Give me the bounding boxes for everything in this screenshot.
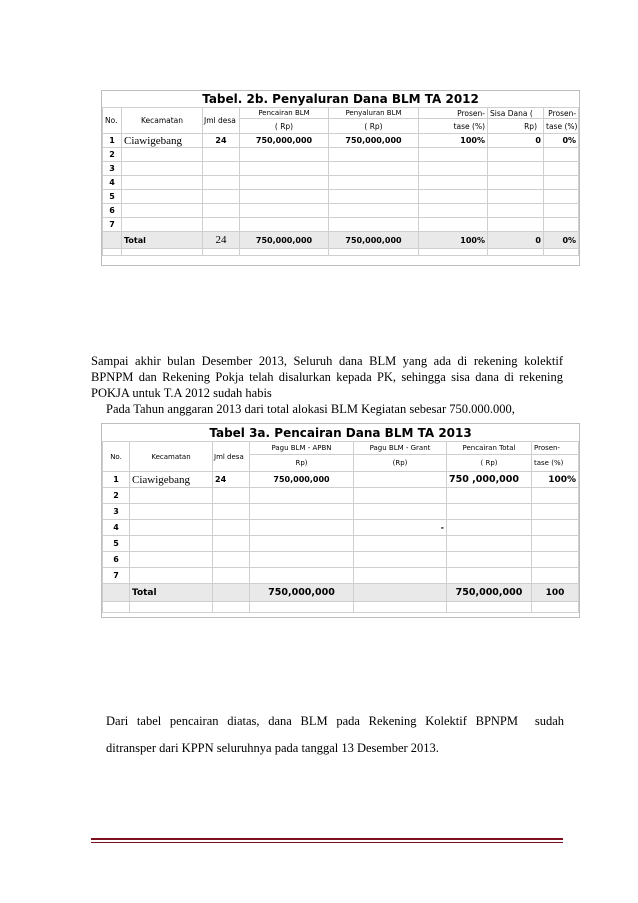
table2-row-grant (354, 472, 447, 488)
table2-row-apbn: 750,000,000 (250, 472, 354, 488)
table1-row-penyaluran: 750,000,000 (329, 134, 419, 148)
table2-row-prosentase: 100% (532, 472, 579, 488)
table1-cell (203, 218, 240, 232)
table1-spacer-row (103, 249, 579, 256)
table-pencairan-2013 (102, 424, 579, 613)
table1-cell (203, 190, 240, 204)
table1-cell (544, 190, 579, 204)
table1-cell (544, 176, 579, 190)
table1-row (103, 162, 579, 176)
table2-total-apbn: 750,000,000 (250, 584, 354, 602)
table2-row-no: 5 (103, 536, 130, 552)
table1-row-no: 6 (103, 204, 122, 218)
table1-cell (419, 190, 488, 204)
table-penyaluran-2012 (102, 91, 579, 256)
table2-cell (354, 504, 447, 520)
table1-cell (488, 249, 544, 256)
table2-cell (532, 504, 579, 520)
table2-total-pencairan-total: 750,000,000 (447, 584, 532, 602)
table2-cell (130, 488, 213, 504)
table2-cell (354, 552, 447, 568)
paragraph2-line1-end: sudah (534, 714, 564, 728)
table1-total-jml-desa: 24 (203, 232, 240, 249)
table1-header-penyaluran-unit: ( Rp) (329, 119, 419, 134)
table2-cell (532, 602, 579, 613)
table2-cell (532, 488, 579, 504)
paragraph1-line4: Pada Tahun anggaran 2013 dari total alokasi BLM Kegiatan sebesar 750.000.000, (106, 402, 515, 416)
table1-header-pencairan: Pencairan BLM (240, 108, 329, 119)
footer-rule (91, 838, 563, 840)
table2-header-grant: Pagu BLM - Grant (354, 442, 447, 455)
table2-cell (103, 602, 130, 613)
table2-cell (103, 584, 130, 602)
table2-row-kecamatan: Ciawigebang (130, 472, 213, 488)
table1-cell (488, 148, 544, 162)
table2-cell (354, 536, 447, 552)
table1-total-row (103, 232, 579, 249)
table2-row (103, 568, 579, 584)
table2-header-row (103, 442, 579, 455)
table2-cell (130, 504, 213, 520)
table2-cell (130, 568, 213, 584)
table1-header-prosentase2: Prosen- (544, 108, 579, 119)
table2-header-grant-unit: (Rp) (354, 455, 447, 472)
table1-cell (419, 148, 488, 162)
table1-cell (103, 249, 122, 256)
table1-total-prosentase2: 0% (544, 232, 579, 249)
table1-cell (329, 190, 419, 204)
paragraph2-line2: ditransper dari KPPN seluruhnya pada tanggal 13 Desember 2013. (106, 741, 439, 755)
table1-cell (203, 249, 240, 256)
paragraph2-line1 (106, 713, 564, 729)
table1-header-jml-desa: Jml desa (203, 108, 240, 134)
table2-header-pencairan-total: Pencairan Total (447, 442, 532, 455)
table2-header-kecamatan: Kecamatan (130, 442, 213, 472)
table1-row-no: 5 (103, 190, 122, 204)
table2-row-no: 4 (103, 520, 130, 536)
table2-cell (130, 520, 213, 536)
table2-header-apbn-unit: Rp) (250, 455, 354, 472)
table2-cell (213, 584, 250, 602)
table1-cell (240, 162, 329, 176)
paragraph1-line1: Sampai akhir bulan Desember 2013, Seluruh dana BLM yang ada di rekening kolektif (91, 354, 563, 368)
table1-header-penyaluran: Penyaluran BLM (329, 108, 419, 119)
table1-cell (419, 218, 488, 232)
table2-row-no: 3 (103, 504, 130, 520)
table2-cell (447, 488, 532, 504)
table1-cell (329, 162, 419, 176)
table2-header-prosentase-unit: tase (%) (532, 455, 579, 472)
table1-title: Tabel. 2b. Penyaluran Dana BLM TA 2012 (103, 91, 579, 108)
table1-row-no: 7 (103, 218, 122, 232)
table1-cell (419, 249, 488, 256)
table2-total-row (103, 584, 579, 602)
table1-row-jml-desa: 24 (203, 134, 240, 148)
table2-row-jml-desa: 24 (213, 472, 250, 488)
table1-cell (122, 176, 203, 190)
table1-cell (488, 190, 544, 204)
table1-cell (240, 148, 329, 162)
table1-cell (103, 232, 122, 249)
table2-header-prosentase: Prosen- (532, 442, 579, 455)
table1-header-prosentase-unit: tase (%) (419, 119, 488, 134)
table1-cell (544, 218, 579, 232)
table1-header-sisa-dana-unit: Rp) (488, 119, 544, 134)
table1-cell (419, 162, 488, 176)
table1-cell (203, 148, 240, 162)
table2-cell (447, 568, 532, 584)
table2-cell (250, 536, 354, 552)
table1-row (103, 176, 579, 190)
table2-cell (250, 552, 354, 568)
table1-cell (329, 218, 419, 232)
table2-cell (130, 536, 213, 552)
table2-cell (354, 602, 447, 613)
table2-cell (447, 602, 532, 613)
table2-row-grant: - (354, 520, 447, 536)
table1-cell (488, 162, 544, 176)
table2-cell (447, 536, 532, 552)
table1-cell (122, 162, 203, 176)
table1-cell (488, 176, 544, 190)
table1-cell (329, 204, 419, 218)
table1-row-prosentase2: 0% (544, 134, 579, 148)
table1-cell (203, 176, 240, 190)
table1-row-no: 3 (103, 162, 122, 176)
paragraph2-line1-text: Dari tabel pencairan diatas, dana BLM pada Rekening Kolektif BPNPM (106, 714, 518, 728)
table2-header-no: No. (103, 442, 130, 472)
paragraph1-line3: POKJA untuk T.A 2012 sudah habis (91, 386, 272, 400)
table1-header-sisa-dana: Sisa Dana ( (488, 108, 544, 119)
table1-cell (203, 162, 240, 176)
table1-row-no: 1 (103, 134, 122, 148)
table1-cell (203, 204, 240, 218)
table1-cell (122, 190, 203, 204)
table2-cell (532, 552, 579, 568)
table1-cell (240, 249, 329, 256)
table1-header-pencairan-unit: ( Rp) (240, 119, 329, 134)
table1-total-sisa: 0 (488, 232, 544, 249)
table1-row-kecamatan: Ciawigebang (122, 134, 203, 148)
table1-cell (122, 148, 203, 162)
table2-row (103, 488, 579, 504)
table1-cell (488, 218, 544, 232)
table1-header-kecamatan: Kecamatan (122, 108, 203, 134)
table2-cell (130, 602, 213, 613)
table2-cell (447, 504, 532, 520)
table1-row (103, 148, 579, 162)
table2-total-prosentase: 100 (532, 584, 579, 602)
table2-header-apbn: Pagu BLM - APBN (250, 442, 354, 455)
table1-cell (240, 176, 329, 190)
table2-title: Tabel 3a. Pencairan Dana BLM TA 2013 (103, 424, 579, 442)
table1-cell (122, 218, 203, 232)
table1-cell (544, 249, 579, 256)
table1-cell (329, 249, 419, 256)
table1-row (103, 134, 579, 148)
table1-row (103, 190, 579, 204)
table1-row-sisa: 0 (488, 134, 544, 148)
table2-cell (250, 504, 354, 520)
table2-cell (213, 552, 250, 568)
table1-cell (329, 176, 419, 190)
table2-cell (250, 520, 354, 536)
table2-cell (447, 552, 532, 568)
table1-cell (122, 249, 203, 256)
table2-spacer-row (103, 602, 579, 613)
table2-cell (213, 602, 250, 613)
table1-row (103, 218, 579, 232)
table1-row-prosentase: 100% (419, 134, 488, 148)
table1-cell (488, 204, 544, 218)
table1-row-pencairan: 750,000,000 (240, 134, 329, 148)
table1-total-label: Total (122, 232, 203, 249)
table2-header-jml-desa: Jml desa (213, 442, 250, 472)
table2-cell (213, 568, 250, 584)
table1-header-row (103, 108, 579, 119)
table2-row-pencairan-total: 750 ,000,000 (447, 472, 532, 488)
table2-cell (532, 536, 579, 552)
table1-total-prosentase: 100% (419, 232, 488, 249)
table2-cell (354, 584, 447, 602)
table1-cell (544, 162, 579, 176)
table1-header-prosentase: Prosen- (419, 108, 488, 119)
table1-cell (544, 148, 579, 162)
table1-cell (240, 218, 329, 232)
table2-cell (130, 552, 213, 568)
table2-row-no: 2 (103, 488, 130, 504)
table2-row-no: 1 (103, 472, 130, 488)
table2-cell (447, 520, 532, 536)
table1-cell (240, 204, 329, 218)
table1-row (103, 204, 579, 218)
table2-cell (250, 568, 354, 584)
table2-total-label: Total (130, 584, 213, 602)
table1-total-pencairan: 750,000,000 (240, 232, 329, 249)
table1-cell (544, 204, 579, 218)
paragraph1-line2: BPNPM dan Rekening Pokja telah disalurkan kepada PK, sehingga sisa dana di rekening (91, 370, 563, 384)
table2-row (103, 504, 579, 520)
table1-cell (329, 148, 419, 162)
table1-header-no: No. (103, 108, 122, 134)
table2-row-no: 7 (103, 568, 130, 584)
table1-row-no: 4 (103, 176, 122, 190)
table1-total-penyaluran: 750,000,000 (329, 232, 419, 249)
table2-cell (532, 520, 579, 536)
table2-cell (213, 488, 250, 504)
table1-row-no: 2 (103, 148, 122, 162)
table2-row (103, 520, 579, 536)
table2-cell (213, 520, 250, 536)
table1-header-prosentase2-unit: tase (%) (544, 119, 579, 134)
table1-cell (419, 204, 488, 218)
table2-cell (250, 602, 354, 613)
table2-row (103, 552, 579, 568)
table2-cell (213, 536, 250, 552)
table2-cell (354, 568, 447, 584)
table2-cell (532, 568, 579, 584)
table2-cell (354, 488, 447, 504)
footer-rule-thin (91, 842, 563, 843)
table2-cell (213, 504, 250, 520)
table2-row (103, 472, 579, 488)
table1-cell (419, 176, 488, 190)
table2-cell (250, 488, 354, 504)
table2-header-pencairan-total-unit: ( Rp) (447, 455, 532, 472)
table1-cell (240, 190, 329, 204)
table2-row (103, 536, 579, 552)
table2-row-no: 6 (103, 552, 130, 568)
table1-cell (122, 204, 203, 218)
